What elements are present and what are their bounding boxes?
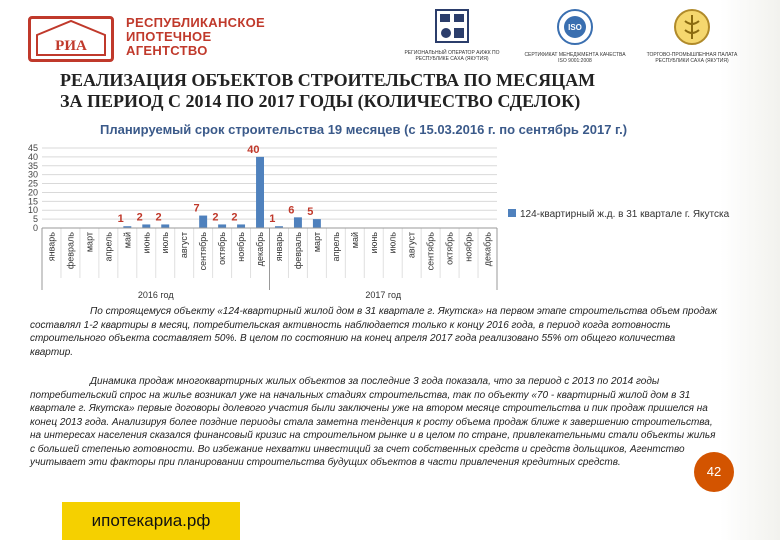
paragraph-sales-summary: По строящемуся объекту «124-квартирный жилой дом в 31 квартале г. Якутска» на первом этапе строительства объем продаж составлял 1-2 квартиры в месяц, потребительская активность наблюдается только к концу 2016 года, в период когда готовность строительного объекта составляет 50%. В целом по состоянию на конец апреля 2017 года реализовано 55% от общего количества квартир. (30, 306, 718, 358)
page-title-line: РЕАЛИЗАЦИЯ ОБЪЕКТОВ СТРОИТЕЛЬСТВА ПО МЕСЯЦАМ (60, 70, 596, 90)
x-tick-label: сентябрь (198, 232, 209, 271)
x-tick-label: январь (46, 232, 57, 262)
x-tick-label: июнь (368, 232, 379, 254)
page-title-line: ЗА ПЕРИОД С 2014 ПО 2017 ГОДЫ (КОЛИЧЕСТВО СДЕЛОК) (60, 91, 581, 111)
data-label: 1 (269, 213, 276, 226)
y-tick-label: 25 (27, 178, 38, 189)
partner-dom-rf (402, 8, 502, 62)
x-tick-label: ноябрь (463, 232, 474, 262)
y-tick-label: 40 (27, 151, 38, 162)
partner-caption: ТОРГОВО-ПРОМЫШЛЕННАЯ ПАЛАТА РЕСПУБЛИКИ САХА (ЯКУТИЯ) (646, 52, 738, 64)
year-label: 2016 год (137, 290, 174, 300)
x-tick-label: декабрь (255, 231, 266, 267)
x-tick-label: июль (160, 232, 171, 254)
paragraph-sales-dynamics: Динамика продаж многоквартирных жилых объектов за последние 3 года показала, что за период с 2013 по 2014 годы потребительский спрос на жилье возникал уже на начальных стадиях строительства, так по объекту «70 - квартирный жилой дом в 31 квартале г. Якутска» первые договоры долевого участия были заключены уже на втором месяце строительства и пик продаж пришелся на конец 2013 года. Анализируя более поздние периоды стала заметна тенденция к росту объема продаж ближе к завершению строительства, на интересах населения сказался финансовый кризис на строительном рынке и в целом по стране, привлекательными стали объекты жилья с большей степенью готовности. Во избежание нехватки инвестиций за счет собственных средств и средств дольщиков, Агентство учитывает эти факторы при планировании строительства будущих объектов в части привлечения кредитных средств. (30, 376, 716, 468)
data-label: 1 (117, 213, 124, 226)
data-label: 40 (247, 143, 260, 156)
bar (237, 224, 245, 228)
bar (161, 224, 169, 228)
partner-caption: РЕГИОНАЛЬНЫЙ ОПЕРАТОР АИЖК ПО РЕСПУБЛИКЕ САХА (ЯКУТИЯ) (404, 50, 500, 62)
site-link[interactable]: ипотекариа.рф (62, 502, 240, 540)
data-label: 2 (212, 211, 219, 224)
x-tick-label: октябрь (444, 232, 455, 265)
bar (294, 217, 302, 228)
x-tick-label: ноябрь (236, 232, 247, 262)
x-tick-label: апрель (103, 232, 114, 262)
x-tick-label: август (406, 232, 417, 259)
agency-name-line: РЕСПУБЛИКАНСКОЕ (126, 15, 265, 30)
data-label: 7 (193, 202, 200, 215)
iso-seal-icon (520, 8, 630, 48)
y-tick-label: 20 (27, 187, 38, 198)
x-tick-label: декабрь (482, 232, 493, 267)
partner-iso (520, 8, 630, 64)
x-tick-label: июль (387, 232, 398, 254)
y-tick-label: 15 (27, 196, 38, 207)
svg-text:ISO: ISO (568, 23, 582, 32)
dom-rf-logo-icon (402, 8, 502, 46)
y-tick-label: 10 (27, 205, 38, 216)
bar (218, 224, 226, 228)
chamber-emblem-icon (640, 8, 744, 48)
page-number-badge: 42 (694, 452, 734, 492)
partner-caption: СЕРТИФИКАТ МЕНЕДЖМЕНТА КАЧЕСТВА ISO 9001:2008 (524, 52, 626, 64)
agency-name-line: АГЕНТСТВО (126, 43, 208, 58)
x-tick-label: май (349, 232, 360, 249)
agency-name-line: ИПОТЕЧНОЕ (126, 29, 212, 44)
data-label: 2 (231, 211, 238, 224)
agency-name (126, 16, 265, 58)
y-tick-label: 30 (27, 169, 38, 180)
x-tick-label: февраль (292, 232, 303, 270)
chart-legend (508, 208, 729, 221)
agency-logo-icon (28, 16, 114, 62)
y-tick-label: 45 (27, 143, 38, 153)
bar (313, 219, 321, 228)
bar (256, 157, 264, 228)
x-tick-label: февраль (65, 232, 76, 270)
x-tick-label: август (179, 232, 190, 259)
chart-title: Планируемый срок строительства 19 месяцев (с 15.03.2016 г. по сентябрь 2017 г.) (100, 122, 628, 137)
x-tick-label: март (84, 232, 95, 253)
legend-label: 124-квартирный ж.д. в 31 квартале г. Якутска (520, 209, 730, 220)
y-tick-label: 35 (27, 160, 38, 171)
partner-chamber (640, 8, 744, 64)
x-tick-label: апрель (330, 232, 341, 262)
y-tick-label: 0 (32, 223, 38, 233)
x-tick-label: январь (273, 232, 284, 262)
data-label: 5 (307, 206, 314, 219)
page-title (60, 70, 700, 112)
bar (142, 224, 150, 228)
legend-swatch (508, 209, 516, 217)
x-tick-label: июнь (141, 232, 152, 254)
data-label: 2 (155, 211, 162, 224)
y-tick-label: 5 (32, 214, 38, 225)
data-label: 2 (136, 211, 143, 224)
bar (199, 216, 207, 228)
data-label: 6 (288, 204, 295, 217)
year-label: 2017 год (365, 290, 402, 300)
logo-mark: РИА (55, 38, 87, 54)
x-tick-label: май (122, 232, 133, 249)
x-tick-label: сентябрь (425, 232, 436, 271)
x-tick-label: октябрь (217, 232, 228, 265)
x-tick-label: март (311, 232, 322, 253)
